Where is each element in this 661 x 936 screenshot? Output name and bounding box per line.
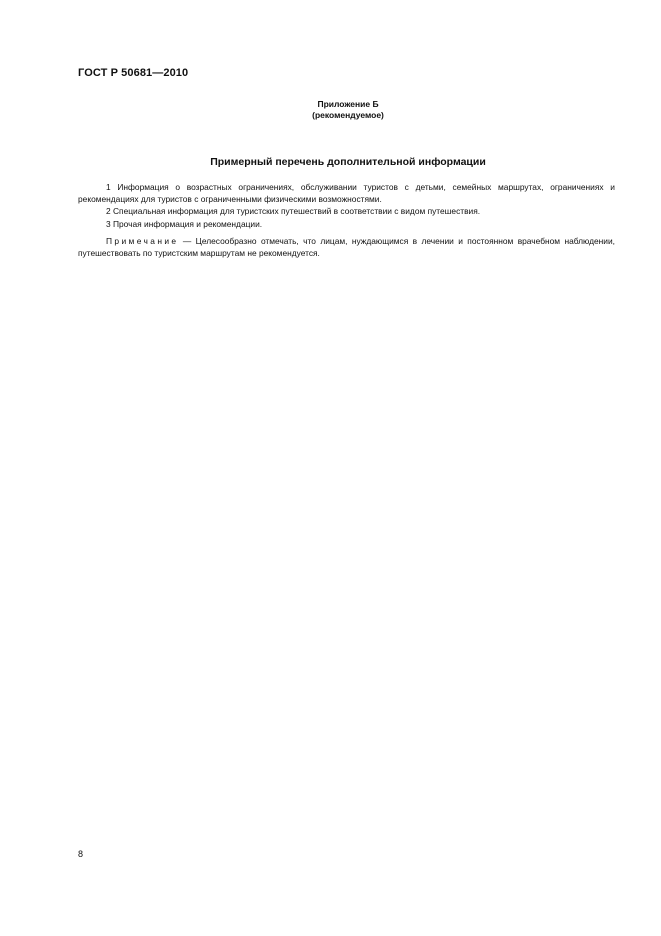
annex-heading (78, 99, 618, 121)
list-item: 3 Прочая информация и рекомендации. (106, 218, 263, 229)
note-text: — Целесообразно отмечать, что лицам, нуждающимся в лечении и постоянном врачебном наблюдении, путешествовать по туристским маршрутам не рекомендуется. (78, 235, 615, 259)
list-item: 2 Специальная информация для туристских путешествий в соответствии с видом путешествия. (106, 206, 481, 217)
annex-title: Приложение Б (317, 99, 379, 109)
annex-status: (рекомендуемое) (312, 110, 384, 120)
note-paragraph (78, 235, 615, 259)
page-number: 8 (78, 849, 84, 859)
document-code: ГОСТ Р 50681—2010 (78, 67, 189, 79)
section-title: Примерный перечень дополнительной информации (210, 156, 486, 168)
body-text (78, 181, 615, 259)
note-label: Примечание (106, 235, 179, 246)
list-item: 1 Информация о возрастных ограничениях, обслуживании туристов с детьми, семейных маршрутах, ограничениях и рекомендациях для туристов с ограниченными физическими возможностями. (78, 182, 615, 205)
